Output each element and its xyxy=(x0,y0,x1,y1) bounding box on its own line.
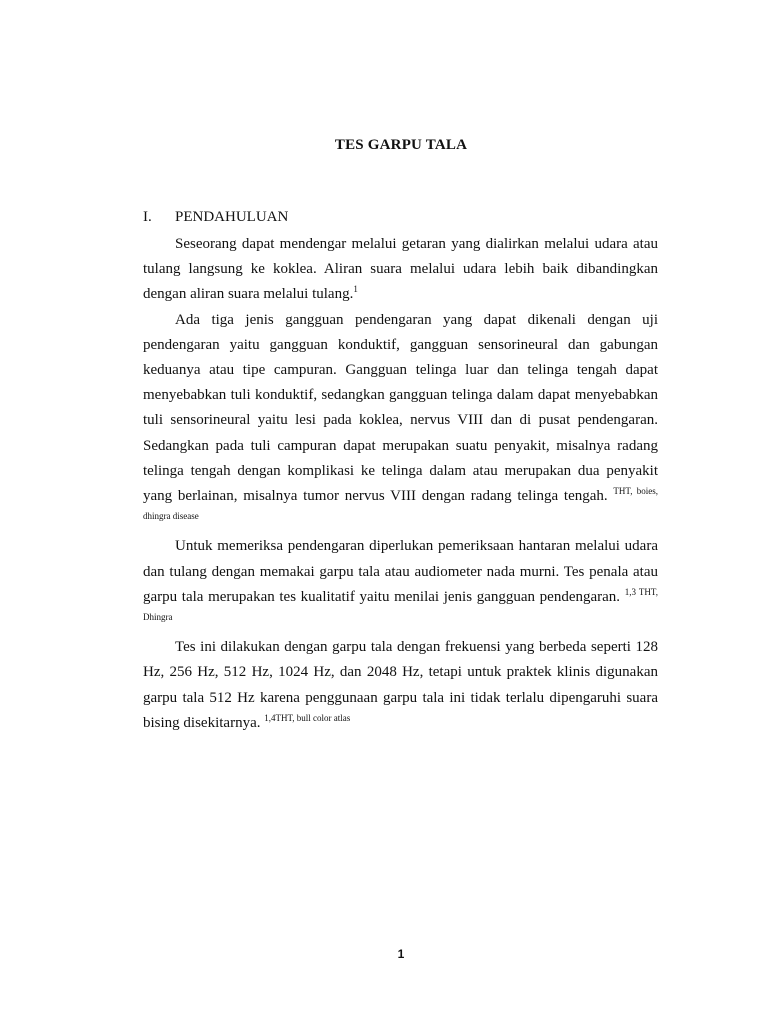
paragraph xyxy=(143,308,658,535)
page-number: 1 xyxy=(397,947,405,961)
paragraph xyxy=(143,232,658,308)
paragraph xyxy=(143,635,658,736)
citation-ref: 1,4THT, bull color atlas xyxy=(264,712,351,723)
paragraph xyxy=(143,534,658,635)
paragraph-text: Tes ini dilakukan dengan garpu tala dengan frekuensi yang berbeda seperti 128 Hz, 256 Hz, 512 Hz, 1024 Hz, dan 2048 Hz, tetapi untuk praktek klinis digunakan garpu tala 512 Hz karena penggunaan garpu tala ini tidak terlalu dipengaruhi suara bising disekitarnya. xyxy=(143,639,658,731)
document-title: TES GARPU TALA xyxy=(334,137,468,153)
paragraph-text: Seseorang dapat mendengar melalui getaran yang dialirkan melalui udara atau tulang langsung ke koklea. Aliran suara melalui udara lebih baik dibandingkan dengan aliran suara melalui tulang. xyxy=(143,236,658,303)
paragraph-text: Untuk memeriksa pendengaran diperlukan pemeriksaan hantaran melalui udara dan tulang dengan memakai garpu tala atau audiometer nada murni. Tes penala atau garpu tala merupakan tes kualitatif yaitu menilai jenis gangguan pendengaran. xyxy=(143,538,658,605)
section-number: I. xyxy=(143,209,152,225)
document-body xyxy=(143,232,658,736)
citation-ref: THT, boies, dhingra disease xyxy=(143,486,658,522)
section-heading xyxy=(143,209,663,226)
citation-ref: 1 xyxy=(353,284,358,295)
section-title: PENDAHULUAN xyxy=(175,209,289,225)
citation-ref: 1,3 THT, Dhingra xyxy=(143,586,659,623)
paragraph-text: Ada tiga jenis gangguan pendengaran yang dapat dikenali dengan uji pendengaran yaitu gangguan konduktif, gangguan sensorineural dan gabungan keduanya atau tipe campuran. Gangguan telinga luar dan telinga tengah dapat menyebabkan tuli konduktif, sedangkan gangguan telinga dalam dapat menyebabkan tuli sensorineural yaitu lesi pada koklea, nervus VIII dan di pusat pendengaran. Sedangkan pada tuli campuran dapat merupakan suatu penyakit, misalnya radang telinga tengah dengan komplikasi ke telinga dalam atau merupakan dua penyakit yang berlainan, misalnya tumor nervus VIII dengan radang telinga tengah. xyxy=(143,311,658,505)
